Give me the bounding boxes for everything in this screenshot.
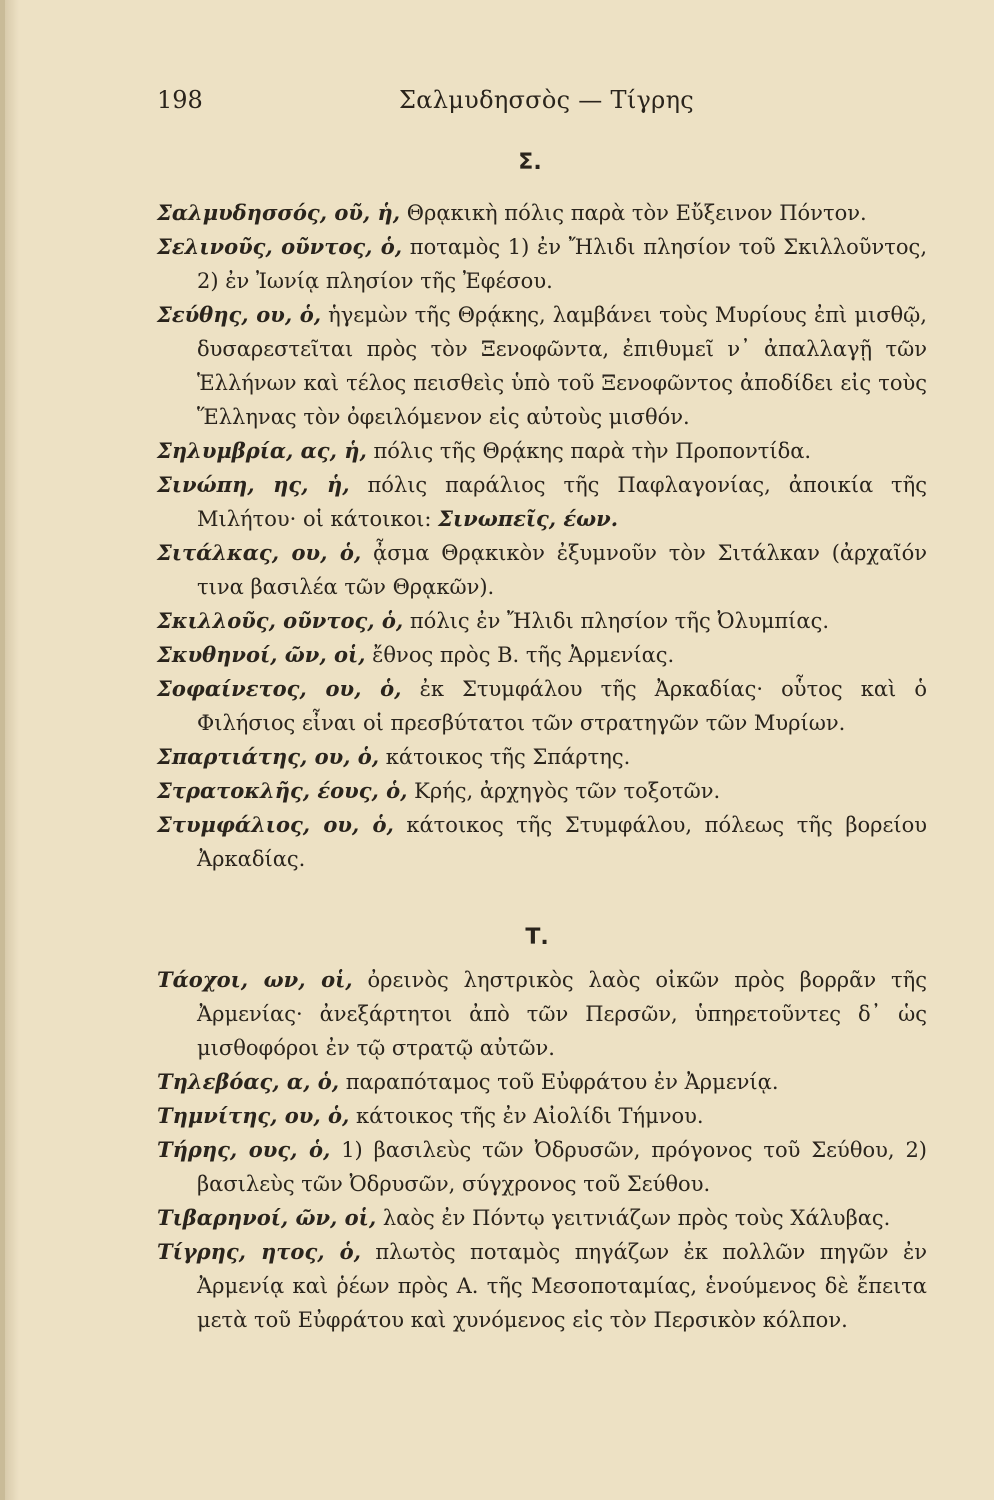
entry-stratokles <box>157 774 927 808</box>
entry-term: Σκιλλοῦς, οῦντος, ὁ, <box>157 608 404 633</box>
entry-temnites <box>157 1099 927 1133</box>
entry-term: Σεύθης, ου, ὁ, <box>157 302 322 327</box>
entry-term: Σκυθηνοί, ῶν, οἱ, <box>157 642 366 667</box>
entry-term: Στρατοκλῆς, έους, ὁ, <box>157 778 408 803</box>
entry-term: Τημνίτης, ου, ὁ, <box>157 1103 350 1128</box>
entry-text: κάτοικος τῆς ἐν Αἰολίδι Τήμνου. <box>349 1104 704 1128</box>
entry-seuthes <box>157 298 927 434</box>
entry-selymbria <box>157 434 927 468</box>
section-letter-sigma: Σ. <box>518 150 542 175</box>
entry-term: Τάοχοι, ων, οἱ, <box>157 967 353 992</box>
entry-sophainetos <box>157 672 927 740</box>
entry-text: Κρής, ἀρχηγὸς τῶν τοξοτῶν. <box>407 779 721 803</box>
entry-teleboas <box>157 1065 927 1099</box>
entry-term: Τήρης, ους, ὁ, <box>157 1137 331 1162</box>
running-head: Σαλμυδησσὸς — Τίγρης <box>399 86 695 114</box>
entry-stymphalios <box>157 808 927 876</box>
entry-text: λαὸς ἐν Πόντῳ γειτνιάζων πρὸς τοὺς Χάλυβας. <box>376 1206 891 1230</box>
entry-spartiates <box>157 740 927 774</box>
section-tau-entries <box>157 963 927 1337</box>
entry-text: κάτοικος τῆς Σπάρτης. <box>379 745 631 769</box>
entry-taochoi <box>157 963 927 1065</box>
section-letter-tau: Τ. <box>525 925 549 950</box>
entry-text: κάτοικος τῆς Στυμφάλου, πόλεως τῆς βορείου Ἀρκαδίας. <box>197 813 927 871</box>
entry-term: Τιβαρηνοί, ῶν, οἱ, <box>157 1205 377 1230</box>
entry-text: ἐκ Στυμφάλου τῆς Ἀρκαδίας· οὗτος καὶ ὁ Φιλήσιος εἶναι οἱ πρεσβύτατοι τῶν στρατηγῶν τῶν Μυρίων. <box>197 677 927 735</box>
entry-term: Σηλυμβρία, ας, ἡ, <box>157 438 367 463</box>
gutter-shadow <box>5 0 19 1500</box>
entry-text: Θρᾳκικὴ πόλις παρὰ τὸν Εὔξεινον Πόντον. <box>400 201 867 225</box>
entry-text: πόλις παράλιος τῆς Παφλαγονίας, ἀποικία τῆς Μιλήτου· οἱ κάτοικοι: <box>197 473 927 531</box>
entry-term: Σιτάλκας, ου, ὁ, <box>157 540 362 565</box>
entry-skillous <box>157 604 927 638</box>
entry-text: 1) βασιλεὺς τῶν Ὀδρυσῶν, πρόγονος τοῦ Σεύθου, 2) βασιλεὺς τῶν Ὀδρυσῶν, σύγχρονος τοῦ Σεύθου. <box>197 1138 927 1196</box>
entry-skythenoi <box>157 638 927 672</box>
entry-tigres <box>157 1235 927 1337</box>
entry-term: Τίγρης, ητος, ὁ, <box>157 1239 361 1264</box>
entry-sinope <box>157 468 927 536</box>
entry-term: Στυμφάλιος, ου, ὁ, <box>157 812 394 837</box>
entry-term: Σελινοῦς, οῦντος, ὁ, <box>157 234 403 259</box>
entry-term: Σοφαίνετος, ου, ὁ, <box>157 676 402 701</box>
entry-term: Σινώπη, ης, ἡ, <box>157 472 350 497</box>
entry-sitalkas <box>157 536 927 604</box>
entry-term: Τηλεβόας, α, ὁ, <box>157 1069 340 1094</box>
entry-text: ὀρεινὸς ληστρικὸς λαὸς οἰκῶν πρὸς βορρᾶν τῆς Ἀρμενίας· ἀνεξάρτητοι ἀπὸ τῶν Περσῶν, ὑπηρετοῦντες δ᾽ ὡς μισθοφόροι ἐν τῷ στρατῷ αὐτῶν. <box>197 968 927 1060</box>
section-sigma-entries <box>157 196 927 876</box>
entry-text: ἔθνος πρὸς Β. τῆς Ἀρμενίας. <box>365 643 675 667</box>
entry-text: παραπόταμος τοῦ Εὐφράτου ἐν Ἀρμενίᾳ. <box>339 1070 779 1094</box>
entry-text: πόλις ἐν Ἤλιδι πλησίον τῆς Ὀλυμπίας. <box>403 609 830 633</box>
entry-term: Σαλμυδησσός, οῦ, ἡ, <box>157 200 401 225</box>
entry-text: πλωτὸς ποταμὸς πηγάζων ἐκ πολλῶν πηγῶν ἐν Ἀρμενίᾳ καὶ ῥέων πρὸς Α. τῆς Μεσοποταμίας, ἑνούμενος δὲ ἔπειτα μετὰ τοῦ Εὐφράτου καὶ χυνόμενος εἰς τὸν Περσικὸν κόλπον. <box>197 1240 927 1332</box>
entry-text: ἡγεμὼν τῆς Θρᾴκης, λαμβάνει τοὺς Μυρίους ἐπὶ μισθῷ, δυσαρεστεῖται πρὸς τὸν Ξενοφῶντα, ἐπιθυμεῖ ν᾽ ἀπαλλαγῇ τῶν Ἑλλήνων καὶ τέλος πεισθεὶς ὑπὸ τοῦ Ξενοφῶντος ἀποδίδει εἰς τοὺς Ἕλληνας τὸν ὀφειλόμενον εἰς αὐτοὺς μισθόν. <box>197 303 927 429</box>
page-header <box>0 80 994 120</box>
entry-text: πόλις τῆς Θρᾴκης παρὰ τὴν Προποντίδα. <box>366 439 812 463</box>
entry-selinous <box>157 230 927 298</box>
entry-salmydessos <box>157 196 927 230</box>
page-number: 198 <box>157 86 203 114</box>
entry-term-inhabitants: Σινωπεῖς, έων. <box>438 506 619 531</box>
entry-term: Σπαρτιάτης, ου, ὁ, <box>157 744 380 769</box>
entry-text: ᾆσμα Θρᾳκικὸν ἐξυμνοῦν τὸν Σιτάλκαν (ἀρχαῖόν τινα βασιλέα τῶν Θρᾳκῶν). <box>197 541 927 599</box>
entry-text: ποταμὸς 1) ἐν Ἤλιδι πλησίον τοῦ Σκιλλοῦντος, 2) ἐν Ἰωνίᾳ πλησίον τῆς Ἐφέσου. <box>197 235 927 293</box>
entry-tibarenoi <box>157 1201 927 1235</box>
entry-teres <box>157 1133 927 1201</box>
